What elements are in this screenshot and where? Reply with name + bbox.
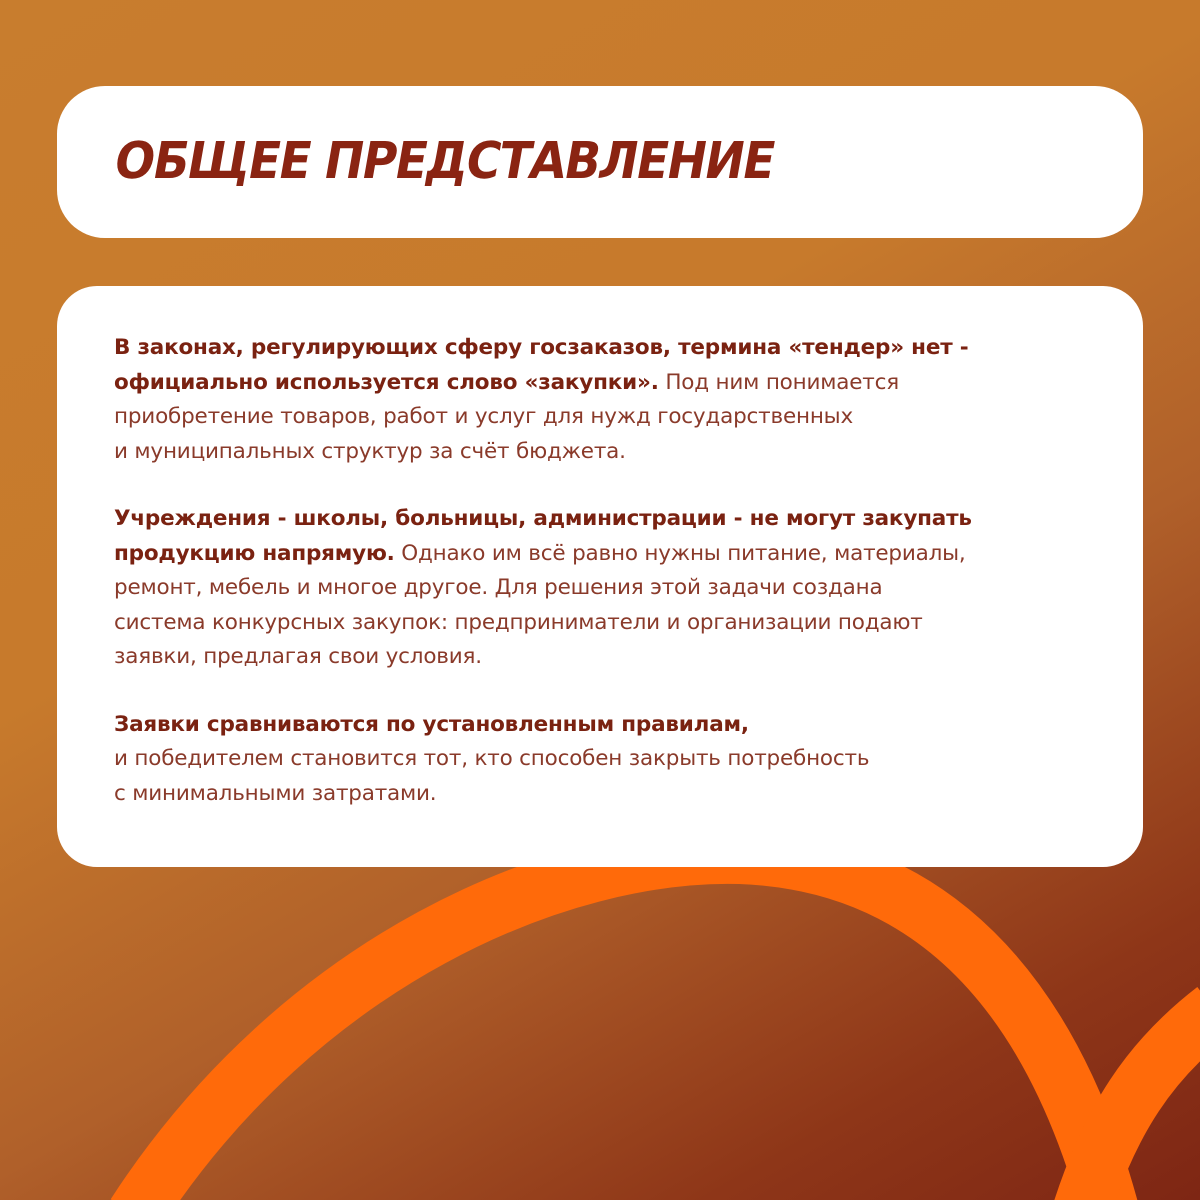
body-text: система конкурсных закупок: предприниматели и организации подают <box>114 609 923 635</box>
orange-curve-stroke-right <box>1080 1010 1200 1200</box>
body-text: и муниципальных структур за счёт бюджета. <box>114 438 626 464</box>
body-text: с минимальными затратами. <box>114 780 437 806</box>
paragraph-procurement-definition <box>114 331 1104 469</box>
page-title: ОБЩЕЕ ПРЕДСТАВЛЕНИЕ <box>109 131 779 192</box>
body-text: заявки, предлагая свои условия. <box>114 644 482 669</box>
body-text: Под ним понимается <box>658 369 899 395</box>
bold-text: официально используется слово «закупки». <box>114 369 659 395</box>
bold-text: продукцию напрямую. <box>114 540 395 566</box>
bold-text: В законах, регулирующих сферу госзаказов, термина «тендер» нет - <box>114 335 969 360</box>
bold-text: Заявки сравниваются по установленным правилам, <box>114 711 749 737</box>
body-text: ремонт, мебель и многое другое. Для решения этой задачи создана <box>114 575 883 600</box>
title-card <box>57 86 1143 238</box>
body-text: приобретение товаров, работ и услуг для нужд государственных <box>114 404 853 429</box>
paragraph-bid-comparison <box>114 708 1104 812</box>
body-text: и победителем становится тот, кто способен закрыть потребность <box>114 746 870 771</box>
content-text <box>114 331 1104 844</box>
content-card <box>57 286 1143 867</box>
paragraph-institutions <box>114 502 1104 675</box>
orange-curve-stroke <box>135 855 1110 1200</box>
body-text: Однако им всё равно нужны питание, материалы, <box>394 540 966 566</box>
bold-text: Учреждения - школы, больницы, администрации - не могут закупать <box>114 506 972 531</box>
